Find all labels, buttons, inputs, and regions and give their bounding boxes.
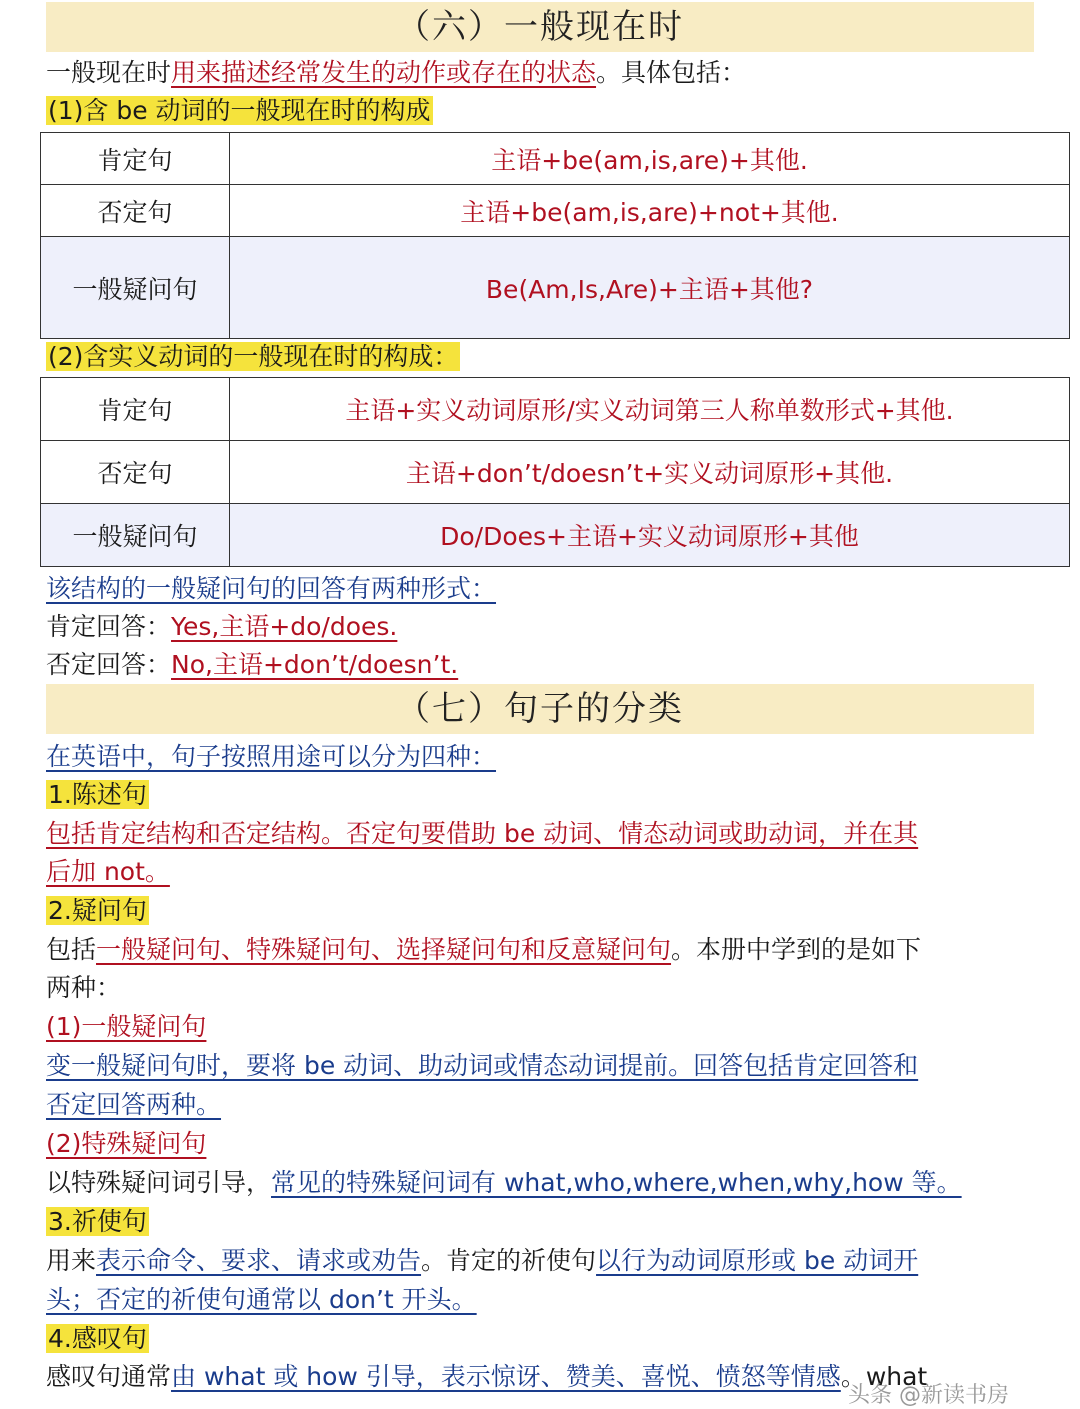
row-content: Do/Does+主语+实义动词原形+其他	[230, 504, 1070, 567]
row-label: 一般疑问句	[41, 504, 230, 567]
table-row	[41, 504, 1070, 567]
row-content: 主语+don’t/doesn’t+实义动词原形+其他.	[230, 441, 1070, 504]
exclamatory-line-1: 感叹句通常由 what 或 how 引导，表示惊讶、赞美、喜悦、愤怒等情感。what	[46, 1362, 928, 1391]
yes-no-question-heading: (1)一般疑问句	[46, 1012, 207, 1041]
action-verb-table	[40, 377, 1070, 567]
section-6-title: （六）一般现在时	[46, 2, 1034, 52]
part-1-heading: (1)含 be 动词的一般现在时的构成	[48, 96, 431, 125]
row-label: 一般疑问句	[41, 237, 230, 339]
row-label: 否定句	[41, 185, 230, 237]
question-heading: 2.疑问句	[48, 896, 147, 925]
row-label: 肯定句	[41, 378, 230, 441]
yes-answer: 肯定回答：Yes,主语+do/does.	[46, 612, 398, 641]
wh-question-line: 以特殊疑问词引导，常见的特殊疑问词有 what,who,where,when,why,how 等。	[46, 1168, 962, 1197]
question-line-1: 包括一般疑问句、特殊疑问句、选择疑问句和反意疑问句。本册中学到的是如下	[46, 935, 922, 964]
row-content: Be(Am,Is,Are)+主语+其他?	[230, 237, 1070, 339]
be-verb-table	[40, 132, 1070, 339]
declarative-line-1: 包括肯定结构和否定结构。否定句要借助 be 动词、情态动词或助动词，并在其	[46, 819, 919, 848]
imperative-line-2: 头；否定的祈使句通常以 don’t 开头。	[46, 1285, 477, 1314]
section-7-title: （七）句子的分类	[46, 684, 1034, 734]
no-answer: 否定回答：No,主语+don’t/doesn’t.	[46, 650, 459, 679]
row-content: 主语+实义动词原形/实义动词第三人称单数形式+其他.	[230, 378, 1070, 441]
question-line-2: 两种：	[46, 973, 122, 1002]
table-row	[41, 133, 1070, 185]
section-7-intro: 在英语中，句子按照用途可以分为四种：	[46, 742, 497, 771]
table-row	[41, 185, 1070, 237]
row-label: 否定句	[41, 441, 230, 504]
declarative-heading: 1.陈述句	[48, 780, 147, 809]
section-6-intro: 一般现在时用来描述经常发生的动作或存在的状态。具体包括：	[46, 58, 747, 87]
row-content: 主语+be(am,is,are)+其他.	[230, 133, 1070, 185]
wh-question-heading: (2)特殊疑问句	[46, 1129, 207, 1158]
yes-no-question-line-1: 变一般疑问句时，要将 be 动词、助动词或情态动词提前。回答包括肯定回答和	[46, 1051, 919, 1080]
exclamatory-heading: 4.感叹句	[48, 1324, 147, 1353]
part-2-heading: (2)含实义动词的一般现在时的构成：	[48, 342, 459, 371]
row-label: 肯定句	[41, 133, 230, 185]
row-content: 主语+be(am,is,are)+not+其他.	[230, 185, 1070, 237]
table-row	[41, 441, 1070, 504]
imperative-line-1: 用来表示命令、要求、请求或劝告。肯定的祈使句以行为动词原形或 be 动词开	[46, 1246, 919, 1275]
declarative-line-2: 后加 not。	[46, 857, 170, 886]
table-row	[41, 378, 1070, 441]
imperative-heading: 3.祈使句	[48, 1207, 147, 1236]
yes-no-question-line-2: 否定回答两种。	[46, 1090, 222, 1119]
table-row	[41, 237, 1070, 339]
watermark: 头条 @新读书房	[848, 1383, 1009, 1408]
answer-intro: 该结构的一般疑问句的回答有两种形式：	[46, 574, 497, 603]
intro-highlight: 用来描述经常发生的动作或存在的状态	[171, 58, 597, 87]
